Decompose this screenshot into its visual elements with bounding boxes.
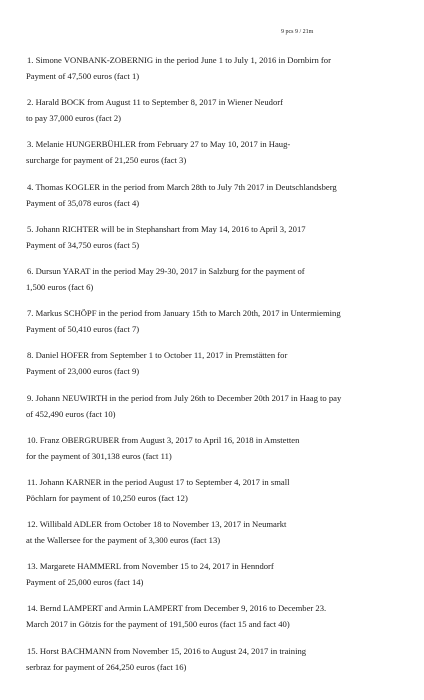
entry-line-2: Payment of 47,500 euros (fact 1): [26, 71, 140, 81]
entry-line-2: at the Wallersee for the payment of 3,300 euros (fact 13): [26, 535, 221, 546]
entry-line-2: of 452,490 euros (fact 10): [26, 408, 116, 419]
entry-line-1: 9. Johann NEUWIRTH in the period from July 26th to December 20th 2017 in Haag to pay: [27, 392, 342, 403]
entry-line-2: to pay 37,000 euros (fact 2): [26, 113, 121, 124]
page-header: [281, 28, 313, 36]
entry-line-2: Payment of 34,750 euros (fact 5): [26, 239, 140, 250]
entry-line-1: 10. Franz OBERGRUBER from August 3, 2017 to April 16, 2018 in Amstetten: [27, 434, 300, 445]
list-item: [27, 179, 419, 221]
entry-line-2: for the payment of 301,138 euros (fact 11): [26, 450, 172, 461]
list-item: [27, 558, 419, 600]
entry-line-2: surcharge for payment of 21,250 euros (fact 3): [26, 155, 187, 166]
list-item: [27, 263, 419, 305]
entry-line-1: 8. Daniel HOFER from September 1 to October 11, 2017 in Premstätten for: [27, 350, 288, 361]
entry-line-2: Payment of 35,078 euros (fact 4): [26, 197, 140, 208]
list-item: [27, 305, 419, 347]
list-item: [27, 432, 419, 474]
list-item: [27, 347, 419, 389]
entry-line-1: 14. Bernd LAMPERT and Armin LAMPERT from December 9, 2016 to December 23.: [27, 603, 327, 614]
list-item: [27, 600, 419, 642]
list-item: [27, 643, 419, 685]
list-item: [27, 390, 419, 432]
entry-line-1: 7. Markus SCHÖPF in the period from January 15th to March 20th, 2017 in Untermieming: [27, 308, 341, 319]
entry-line-2: March 2017 in Götzis for the payment of 191,500 euros (fact 15 and fact 40): [26, 619, 290, 630]
entry-line-2: Pöchlarn for payment of 10,250 euros (fact 12): [26, 492, 188, 503]
list-item: [27, 221, 419, 263]
entry-line-1: 11. Johann KARNER in the period August 17 to September 4, 2017 in small: [27, 476, 290, 487]
entry-line-1: 2. Harald BOCK from August 11 to September 8, 2017 in Wiener Neudorf: [27, 97, 283, 108]
page-indicator: 9 pcs 9 / 21m: [281, 29, 314, 35]
entry-line-1: 3. Melanie HUNGERBÜHLER from February 27 to May 10, 2017 in Haug-: [27, 139, 291, 150]
entry-line-2: Payment of 25,000 euros (fact 14): [26, 577, 144, 588]
list-item: [27, 136, 419, 178]
entry-line-1: 4. Thomas KOGLER in the period from March 28th to July 7th 2017 in Deutschlandsberg: [27, 181, 337, 192]
entry-line-1: 15. Horst BACHMANN from November 15, 2016 to August 24, 2017 in training: [27, 645, 307, 656]
list-item: [27, 52, 419, 94]
list-item: [27, 474, 419, 516]
entry-line-1: 1. Simone VONBANK-ZOBERNIG in the period June 1 to July 1, 2016 in Dornbirn for: [27, 55, 331, 65]
entry-line-2: serbraz for payment of 264,250 euros (fact 16): [26, 661, 187, 672]
entry-line-1: 5. Johann RICHTER will be in Stephanshart from May 14, 2016 to April 3, 2017: [27, 223, 306, 234]
entry-line-1: 12. Willibald ADLER from October 18 to November 13, 2017 in Neumarkt: [27, 519, 287, 530]
entry-line-1: 6. Dursun YARAT in the period May 29-30, 2017 in Salzburg for the payment of: [27, 265, 305, 276]
entry-list: [27, 52, 419, 685]
entry-line-2: Payment of 23,000 euros (fact 9): [26, 366, 140, 377]
entry-line-2: Payment of 50,410 euros (fact 7): [26, 324, 140, 335]
entry-line-2: 1,500 euros (fact 6): [26, 281, 94, 292]
entry-line-1: 13. Margarete HAMMERL from November 15 to 24, 2017 in Henndorf: [27, 561, 274, 572]
list-item: [27, 94, 419, 136]
list-item: [27, 516, 419, 558]
